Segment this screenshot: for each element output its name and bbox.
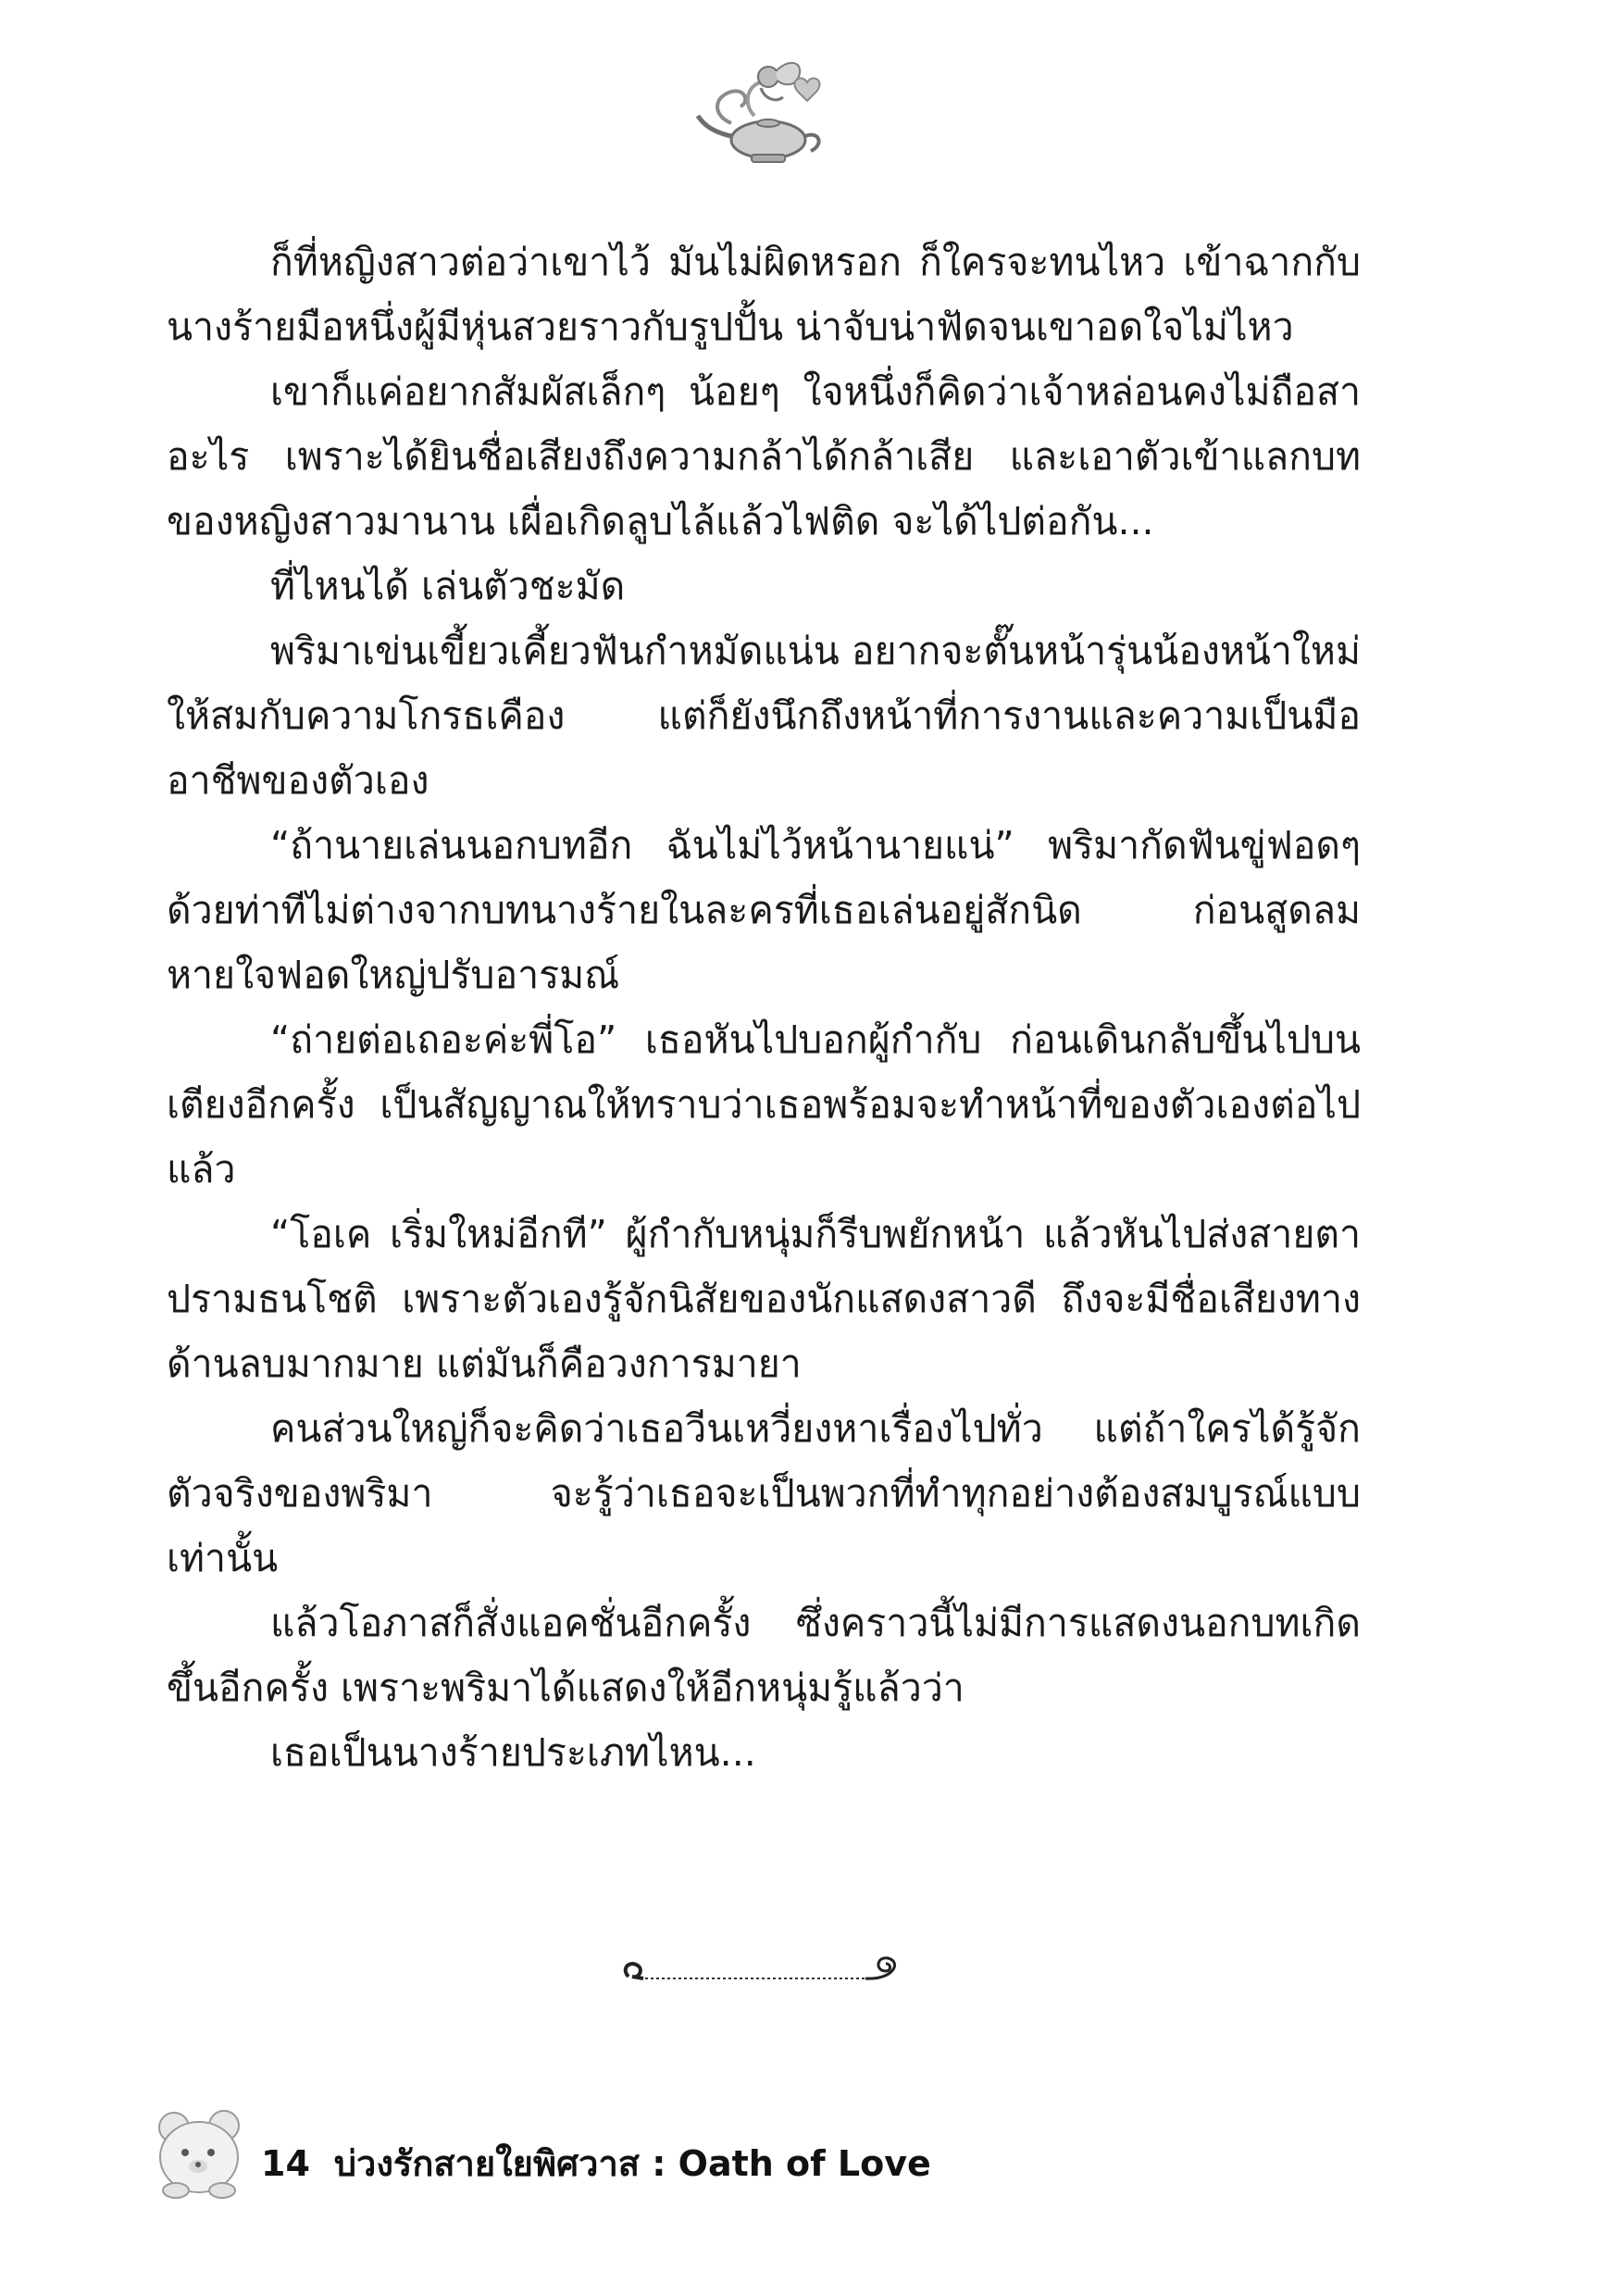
book-title: บ่วงรักสายใยพิศวาส : Oath of Love <box>333 2143 931 2184</box>
paragraph: ก็ที่หญิงสาวต่อว่าเขาไว้ มันไม่ผิดหรอก ก็ใครจะทนไหว เข้าฉากกับนางร้ายมือหนึ่งผู้มีหุ่นสวยราวกับรูปปั้น น่าจับน่าฟัดจนเขาอดใจไม่ไหว <box>167 240 1361 349</box>
teddy-bear-icon <box>148 2102 250 2203</box>
paragraph: เขาก็แค่อยากสัมผัสเล็กๆ น้อยๆ ใจหนึ่งก็คิดว่าเจ้าหล่อนคงไม่ถือสาอะไร เพราะได้ยินชื่อเสียงถึงความกล้าได้กล้าเสีย และเอาตัวเข้าแลกบทของหญิงสาวมานาน เผื่อเกิดลูบไล้แล้วไฟติด จะได้ไปต่อกัน... <box>167 369 1361 543</box>
page-number: 14 <box>261 2143 310 2184</box>
paragraph: แล้วโอภาสก็สั่งแอคชั่นอีกครั้ง ซึ่งคราวนี้ไม่มีการแสดงนอกบทเกิดขึ้นอีกครั้ง เพราะพริมาได้แสดงให้อีกหนุ่มรู้แล้วว่า <box>167 1601 1361 1710</box>
paragraph: คนส่วนใหญ่ก็จะคิดว่าเธอวีนเหวี่ยงหาเรื่องไปทั่ว แต่ถ้าใครได้รู้จักตัวจริงของพริมา จะรู้ว่าเธอจะเป็นพวกที่ทำทุกอย่างต้องสมบูรณ์แบบเท่านั้น <box>167 1406 1361 1580</box>
chapter-body <box>167 230 1361 1785</box>
scene-break-ornament-icon <box>616 1949 912 1995</box>
paragraph: “ถ้านายเล่นนอกบทอีก ฉันไม่ไว้หน้านายแน่” พริมากัดฟันขู่ฟอดๆ ด้วยท่าทีไม่ต่างจากบทนางร้ายในละครที่เธอเล่นอยู่สักนิด ก่อนสูดลมหายใจฟอดใหญ่ปรับอารมณ์ <box>167 823 1361 997</box>
paragraph: “ถ่ายต่อเถอะค่ะพี่โอ” เธอหันไปบอกผู้กำกับ ก่อนเดินกลับขึ้นไปบนเตียงอีกครั้ง เป็นสัญญาณให้ทราบว่าเธอพร้อมจะทำหน้าที่ของตัวเองต่อไปแล้ว <box>167 1017 1361 1192</box>
paragraph: พริมาเข่นเขี้ยวเคี้ยวฟันกำหมัดแน่น อยากจะตั๊นหน้ารุ่นน้องหน้าใหม่ให้สมกับความโกรธเคือง แต่ก็ยังนึกถึงหน้าที่การงานและความเป็นมืออาชีพของตัวเอง <box>167 629 1361 803</box>
teapot-cherub-ornament-icon <box>676 51 833 171</box>
paragraph: ที่ไหนได้ เล่นตัวชะมัด <box>270 564 626 608</box>
paragraph: “โอเค เริ่มใหม่อีกที” ผู้กำกับหนุ่มก็รีบพยักหน้า แล้วหันไปส่งสายตาปรามธนโชติ เพราะตัวเองรู้จักนิสัยของนักแสดงสาวดี ถึงจะมีชื่อเสียงทางด้านลบมากมาย แต่มันก็คือวงการมายา <box>167 1212 1361 1386</box>
running-footer <box>261 2135 931 2191</box>
page-footer <box>148 2102 1351 2203</box>
paragraph: เธอเป็นนางร้ายประเภทไหน... <box>270 1730 756 1775</box>
